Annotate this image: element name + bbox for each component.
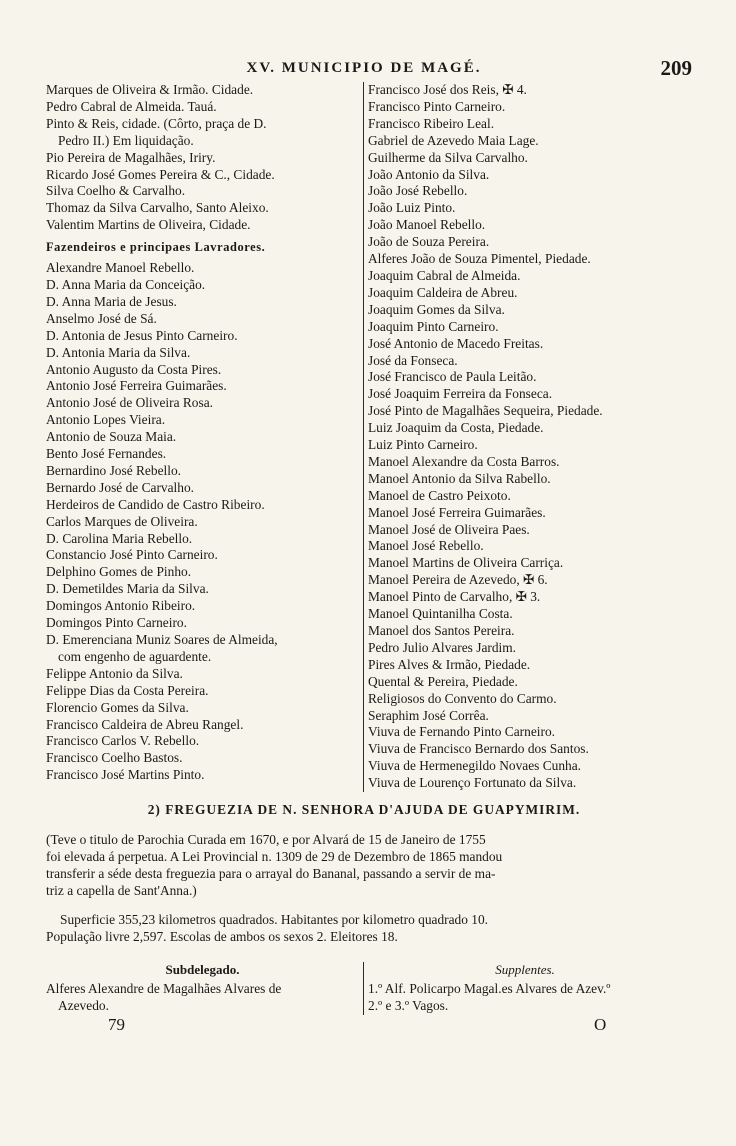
list-item: Carlos Marques de Oliveira. xyxy=(46,513,198,529)
subdelegado-column xyxy=(46,962,364,1016)
list-item: João José Rebello. xyxy=(368,183,468,199)
section-heading: Fazendeiros e principaes Lavradores. xyxy=(46,240,266,255)
list-item: Viuva de Fernando Pinto Carneiro. xyxy=(368,724,555,740)
list-item: D. Anna Maria de Jesus. xyxy=(46,293,177,309)
officials-table xyxy=(46,962,682,1016)
list-item: Constancio José Pinto Carneiro. xyxy=(46,547,218,563)
list-item: Bernardino José Rebello. xyxy=(46,462,181,478)
list-item: Francisco Ribeiro Leal. xyxy=(368,115,495,131)
list-item: D. Emerenciana Muniz Soares de Almeida, xyxy=(46,632,278,647)
list-item: Pio Pereira de Magalhães, Iriry. xyxy=(46,149,216,165)
list-item: D. Carolina Maria Rebello. xyxy=(46,530,193,546)
list-item: Pedro II.) Em liquidação. xyxy=(58,132,194,148)
list-item: Manoel de Castro Peixoto. xyxy=(368,487,511,503)
list-item: Anselmo José de Sá. xyxy=(46,310,157,326)
paragraph-line: triz a capella de Sant'Anna.) xyxy=(46,882,197,898)
directory-columns xyxy=(46,82,682,792)
list-item: Francisco Caldeira de Abreu Rangel. xyxy=(46,716,244,732)
list-item: Domingos Pinto Carneiro. xyxy=(46,615,187,631)
paragraph-line: Superficie 355,23 kilometros quadrados. Habitantes por kilometro quadrado 10. xyxy=(60,911,489,927)
list-item: Francisco Carlos V. Rebello. xyxy=(46,733,200,749)
list-item: Felippe Antonio da Silva. xyxy=(46,665,183,681)
list-item: Manoel José Rebello. xyxy=(368,538,484,554)
list-item: Valentim Martins de Oliveira, Cidade. xyxy=(46,217,251,233)
right-column xyxy=(364,82,682,792)
list-item: Quental & Pereira, Piedade. xyxy=(368,673,518,689)
list-item: João Antonio da Silva. xyxy=(368,166,490,182)
list-item: Silva Coelho & Carvalho. xyxy=(46,183,186,199)
list-item: Francisco José Martins Pinto. xyxy=(46,767,205,783)
list-item: Joaquim Cabral de Almeida. xyxy=(368,267,521,283)
list-item: José Antonio de Macedo Freitas. xyxy=(368,335,544,351)
list-item: D. Antonia de Jesus Pinto Carneiro. xyxy=(46,327,238,343)
list-item: Antonio Augusto da Costa Pires. xyxy=(46,361,222,377)
parish-history xyxy=(46,832,682,900)
subdelegado-heading: Subdelegado. xyxy=(165,961,240,977)
list-item: João Luiz Pinto. xyxy=(368,200,456,216)
list-item: José Pinto de Magalhães Sequeira, Piedade. xyxy=(368,403,603,419)
list-item: Manoel Alexandre da Costa Barros. xyxy=(368,453,560,469)
list-item: Antonio José Ferreira Guimarães. xyxy=(46,378,227,394)
list-item: José Francisco de Paula Leitão. xyxy=(368,369,537,385)
list-item: Alferes Alexandre de Magalhães Alvares de xyxy=(46,981,282,997)
list-item: Felippe Dias da Costa Pereira. xyxy=(46,682,209,698)
page-title: XV. MUNICIPIO DE MAGÉ. xyxy=(246,60,482,76)
parish-heading: 2) FREGUEZIA DE N. SENHORA D'AJUDA DE GUAPYMIRIM. xyxy=(147,802,581,818)
list-item: Pires Alves & Irmão, Piedade. xyxy=(368,656,531,672)
list-item: Bernardo José de Carvalho. xyxy=(46,479,194,495)
list-item: Luiz Joaquim da Costa, Piedade. xyxy=(368,420,544,436)
list-item: Guilherme da Silva Carvalho. xyxy=(368,149,528,165)
list-item: Gabriel de Azevedo Maia Lage. xyxy=(368,132,539,148)
paragraph-line: transferir a séde desta freguezia para o arrayal do Bananal, passando a servir de ma- xyxy=(46,865,496,881)
list-item: Joaquim Caldeira de Abreu. xyxy=(368,284,518,300)
parish-statistics xyxy=(46,912,682,946)
paragraph-line: foi elevada á perpetua. A Lei Provincial n. 1309 de 29 de Dezembro de 1865 mandou xyxy=(46,848,503,864)
signature-mark-right: O xyxy=(594,1015,607,1035)
list-item: João Manoel Rebello. xyxy=(368,217,486,233)
list-item: Viuva de Lourenço Fortunato da Silva. xyxy=(368,775,577,791)
list-item: 1.º Alf. Policarpo Magal.es Alvares de Azev.º xyxy=(368,981,611,997)
list-item: Joaquim Gomes da Silva. xyxy=(368,301,505,317)
list-item: Pinto & Reis, cidade. (Côrto, praça de D. xyxy=(46,115,267,131)
list-item: Manoel Pereira de Azevedo, ✠ 6. xyxy=(368,572,548,588)
list-item: Marques de Oliveira & Irmão. Cidade. xyxy=(46,82,254,97)
list-item: Manoel Pinto de Carvalho, ✠ 3. xyxy=(368,589,541,605)
list-item: Manoel Quintanilha Costa. xyxy=(368,606,513,622)
list-item: Herdeiros de Candido de Castro Ribeiro. xyxy=(46,496,265,512)
list-item: João de Souza Pereira. xyxy=(368,234,490,250)
list-item: Domingos Antonio Ribeiro. xyxy=(46,598,196,614)
list-item: Manoel José de Oliveira Paes. xyxy=(368,521,530,537)
list-item: Luiz Pinto Carneiro. xyxy=(368,437,478,453)
paragraph-line: (Teve o titulo de Parochia Curada em 1670, e por Alvará de 15 de Janeiro de 1755 xyxy=(46,832,486,848)
left-column xyxy=(46,82,364,792)
list-item: Ricardo José Gomes Pereira & C., Cidade. xyxy=(46,166,275,182)
list-item: Viuva de Hermenegildo Novaes Cunha. xyxy=(368,758,582,774)
list-item: Delphino Gomes de Pinho. xyxy=(46,564,192,580)
list-item: Alexandre Manoel Rebello. xyxy=(46,260,195,276)
list-item: Manoel Antonio da Silva Rabello. xyxy=(368,470,551,486)
list-item: Manoel José Ferreira Guimarães. xyxy=(368,504,546,520)
list-item: Thomaz da Silva Carvalho, Santo Aleixo. xyxy=(46,200,269,216)
list-item: Manoel dos Santos Pereira. xyxy=(368,623,515,638)
list-item: D. Demetildes Maria da Silva. xyxy=(46,581,209,597)
list-item: 2.º e 3.º Vagos. xyxy=(368,998,449,1014)
page-footer xyxy=(46,1015,682,1037)
page-number: 209 xyxy=(660,56,692,80)
list-item: Bento José Fernandes. xyxy=(46,446,167,462)
list-item: José Joaquim Ferreira da Fonseca. xyxy=(368,386,553,402)
list-item: com engenho de aguardente. xyxy=(58,648,212,664)
list-item: Pedro Cabral de Almeida. Tauá. xyxy=(46,98,217,114)
list-item: Religiosos do Convento do Carmo. xyxy=(368,690,557,706)
list-item: José da Fonseca. xyxy=(368,352,458,368)
supplentes-column xyxy=(364,962,682,1016)
list-item: Antonio José de Oliveira Rosa. xyxy=(46,395,213,411)
list-item: Azevedo. xyxy=(58,998,109,1014)
list-item: Joaquim Pinto Carneiro. xyxy=(368,318,499,334)
document-page xyxy=(46,56,692,1037)
list-item: D. Anna Maria da Conceição. xyxy=(46,276,206,292)
supplentes-heading: Supplentes. xyxy=(495,961,555,977)
list-item: Antonio de Souza Maia. xyxy=(46,429,177,445)
list-item: Alferes João de Souza Pimentel, Piedade. xyxy=(368,251,591,267)
list-item: Manoel Martins de Oliveira Carriça. xyxy=(368,555,564,571)
list-item: Pedro Julio Alvares Jardim. xyxy=(368,639,517,655)
list-item: Francisco Coelho Bastos. xyxy=(46,750,183,766)
list-item: Florencio Gomes da Silva. xyxy=(46,699,189,715)
list-item: D. Antonia Maria da Silva. xyxy=(46,344,191,360)
list-item: Francisco José dos Reis, ✠ 4. xyxy=(368,82,527,97)
paragraph-line: População livre 2,597. Escolas de ambos os sexos 2. Eleitores 18. xyxy=(46,928,398,944)
list-item: Viuva de Francisco Bernardo dos Santos. xyxy=(368,741,589,757)
list-item: Francisco Pinto Carneiro. xyxy=(368,98,506,114)
list-item: Antonio Lopes Vieira. xyxy=(46,412,166,428)
signature-mark: 79 xyxy=(108,1015,125,1035)
running-head xyxy=(46,56,692,82)
list-item: Seraphim José Corrêa. xyxy=(368,707,489,723)
